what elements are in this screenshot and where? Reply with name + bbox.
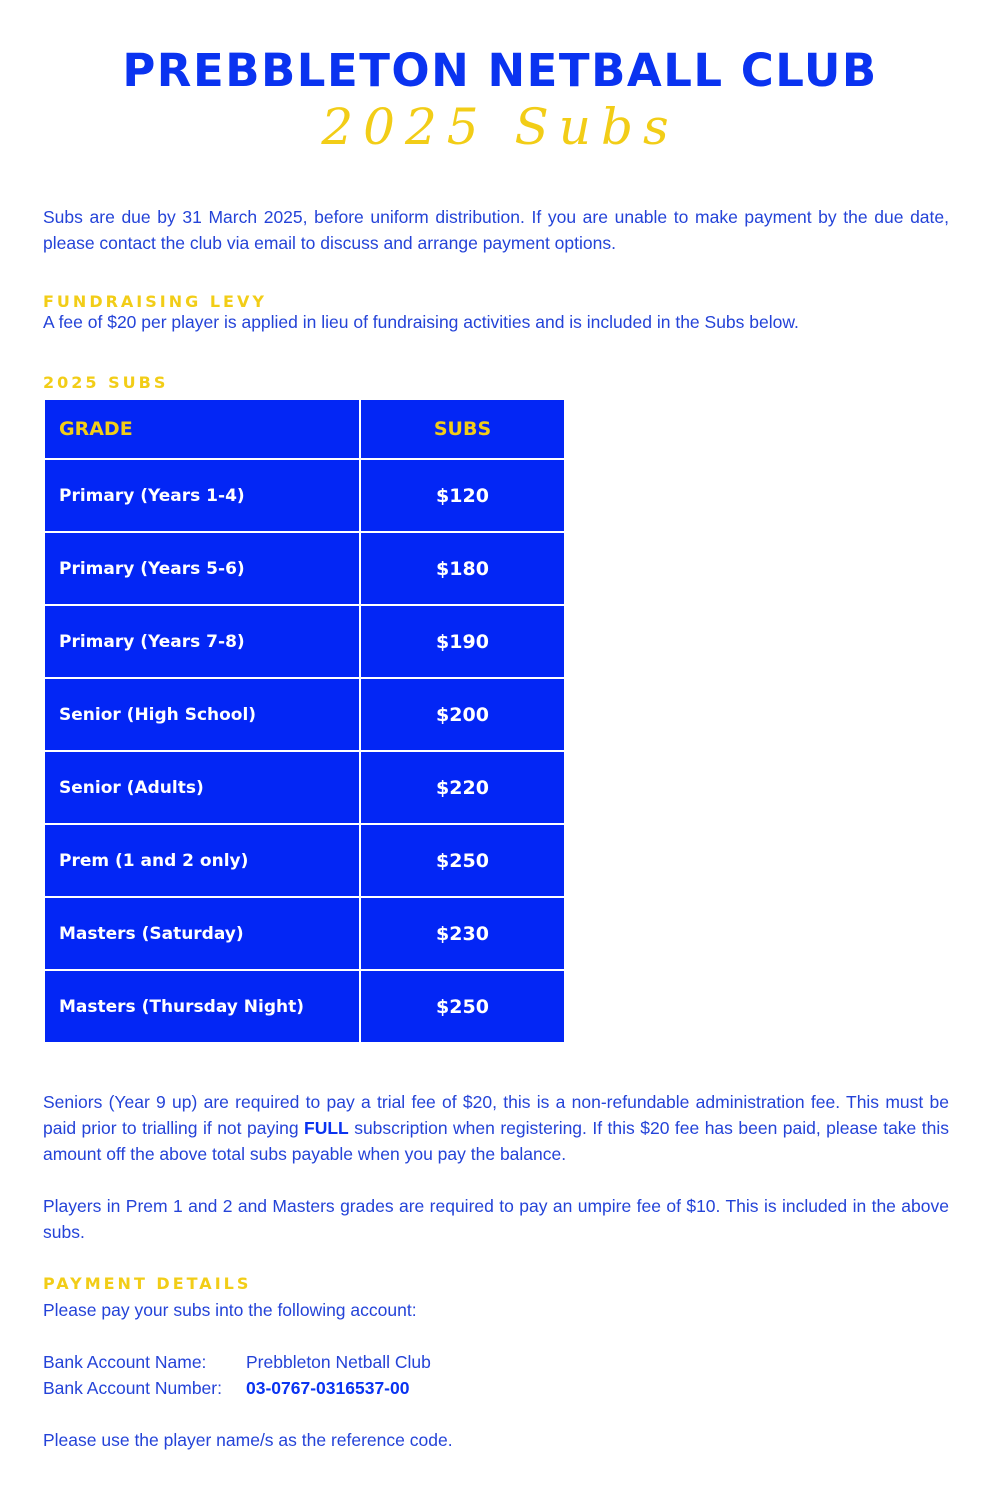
- trial-fee-text: [43, 1089, 949, 1167]
- bank-account-name-value: Prebbleton Netball Club: [246, 1352, 431, 1372]
- column-header-grade: GRADE: [44, 399, 360, 459]
- subs-cell: $190: [360, 605, 565, 678]
- bank-account-name-row: [43, 1349, 431, 1375]
- reference-note: Please use the player name/s as the reference code.: [43, 1430, 453, 1450]
- fundraising-text: A fee of $20 per player is applied in lieu of fundraising activities and is included in the Subs below.: [43, 312, 799, 332]
- table-row: [44, 459, 565, 532]
- subs-heading: 2025 SUBS: [43, 373, 169, 392]
- subs-cell: $250: [360, 970, 565, 1043]
- umpire-fee-text: Players in Prem 1 and 2 and Masters grades are required to pay an umpire fee of $10. This is included in the above subs.: [43, 1196, 949, 1242]
- table-row: [44, 970, 565, 1043]
- subs-table: [43, 398, 566, 1044]
- payment-intro: Please pay your subs into the following account:: [43, 1300, 417, 1320]
- trial-fee-text-end: subscription when registering. If this $20 fee has been paid, please take this amount off the above total subs payable when you pay the balance.: [43, 1118, 949, 1164]
- subs-cell: $250: [360, 824, 565, 897]
- bank-account-number-value: 03-0767-0316537-00: [246, 1378, 410, 1398]
- table-header-row: [44, 399, 565, 459]
- subs-cell: $120: [360, 459, 565, 532]
- intro-text: Subs are due by 31 March 2025, before uniform distribution. If you are unable to make payment by the due date, please contact the club via email to discuss and arrange payment options.: [43, 207, 949, 253]
- grade-cell: Primary (Years 5-6): [44, 532, 360, 605]
- grade-cell: Prem (1 and 2 only): [44, 824, 360, 897]
- bank-account-name-label: Bank Account Name:: [43, 1352, 207, 1372]
- table-row: [44, 532, 565, 605]
- page-subtitle: 2025 Subs: [321, 98, 679, 156]
- grade-cell: Masters (Saturday): [44, 897, 360, 970]
- fundraising-heading: FUNDRAISING LEVY: [43, 292, 267, 311]
- subs-cell: $200: [360, 678, 565, 751]
- table-row: [44, 751, 565, 824]
- payment-heading: PAYMENT DETAILS: [43, 1274, 252, 1293]
- grade-cell: Senior (Adults): [44, 751, 360, 824]
- grade-cell: Senior (High School): [44, 678, 360, 751]
- grade-cell: Primary (Years 1-4): [44, 459, 360, 532]
- trial-fee-emphasis: FULL: [304, 1118, 349, 1138]
- bank-account-number-row: [43, 1375, 409, 1401]
- bank-account-number-label: Bank Account Number:: [43, 1378, 222, 1398]
- subs-cell: $180: [360, 532, 565, 605]
- table-row: [44, 897, 565, 970]
- page-title: PREBBLETON NETBALL CLUB: [122, 44, 878, 97]
- grade-cell: Masters (Thursday Night): [44, 970, 360, 1043]
- subs-cell: $220: [360, 751, 565, 824]
- column-header-subs: SUBS: [360, 399, 565, 459]
- table-row: [44, 678, 565, 751]
- subs-cell: $230: [360, 897, 565, 970]
- trial-fee-text-start: Seniors (Year 9 up) are required to pay a trial fee of $20, this is a non-refundable administration fee. This must be paid prior to trialling if not paying: [43, 1092, 949, 1138]
- grade-cell: Primary (Years 7-8): [44, 605, 360, 678]
- table-row: [44, 605, 565, 678]
- table-row: [44, 824, 565, 897]
